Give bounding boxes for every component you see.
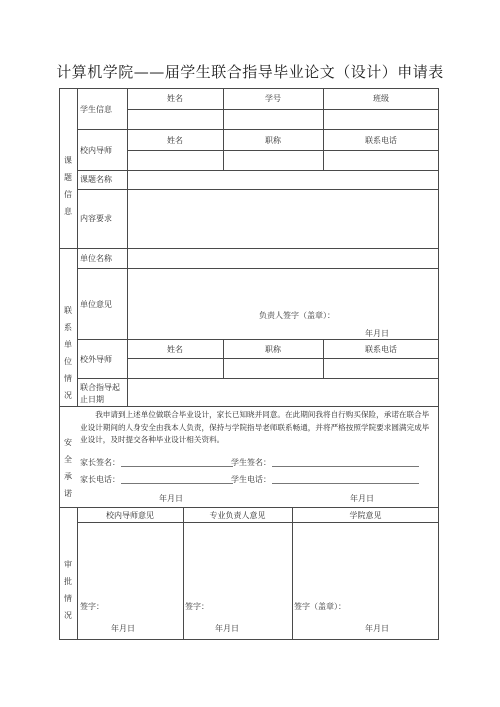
student-info-label: 学生信息 xyxy=(80,105,112,114)
row-line xyxy=(77,268,439,269)
field-col-line-2 xyxy=(127,248,128,406)
student-phone-label: 学生电话： xyxy=(231,475,271,484)
major-head-opinion-header: 专业负责人意见 xyxy=(209,511,266,520)
border-left xyxy=(59,88,60,640)
section-label-contact xyxy=(62,302,74,404)
content-requirements-label: 内容要求 xyxy=(80,214,112,223)
field-col-line-1 xyxy=(127,88,128,248)
section-label-line: 联系 xyxy=(64,306,72,332)
divider-topic xyxy=(59,248,439,249)
advisor-phone-header: 联系电话 xyxy=(365,136,397,145)
border-bottom xyxy=(59,639,439,640)
divider-contact xyxy=(59,406,439,407)
advisor-sign-label: 签字： xyxy=(80,602,104,611)
section-label-line: 情况 xyxy=(64,374,72,400)
college-date: 年月日 xyxy=(365,624,389,633)
college-sign-label: 签字（盖章）： xyxy=(294,602,346,611)
safety-date-right: 年月日 xyxy=(350,494,374,503)
advisor-date: 年月日 xyxy=(111,624,135,633)
external-advisor-label: 校外导师 xyxy=(80,355,112,364)
parent-sign-line xyxy=(121,466,233,467)
ext-advisor-title-header: 职称 xyxy=(265,345,281,354)
label-col-line-1 xyxy=(77,88,78,406)
safety-statement: 我申请到上述单位做联合毕业设计，家长已知晓并同意。在此期间我将自行购买保险，承诺在联合毕业设计期间的人身安全由我本人负责，保持与学院指导老师联系畅通，并将严格按照学院要求圆满完成毕业设计，及时提交各种毕业设计相关资料。 xyxy=(80,410,430,444)
student-sign-line xyxy=(272,466,419,467)
section-label-line: 审批 xyxy=(64,560,72,586)
col-line xyxy=(292,507,293,640)
student-id-header: 学号 xyxy=(265,94,281,103)
joint-dates-label: 联合指导起止日期 xyxy=(80,383,120,404)
col-line xyxy=(183,507,184,640)
row-line xyxy=(77,189,439,190)
section-label-approval xyxy=(62,556,74,624)
section-label-safety xyxy=(62,434,74,502)
application-form xyxy=(59,88,439,640)
row-line xyxy=(77,129,439,130)
section-label-line: 承诺 xyxy=(64,472,72,498)
row-line xyxy=(127,358,439,359)
label-col-line-2 xyxy=(77,507,78,640)
row-line xyxy=(77,378,439,379)
student-phone-line xyxy=(272,483,419,484)
unit-opinion-date: 年月日 xyxy=(365,329,389,338)
ext-advisor-phone-header: 联系电话 xyxy=(365,345,397,354)
student-sign-label: 学生签名： xyxy=(231,458,271,467)
border-top xyxy=(59,88,439,89)
topic-name-label: 课题名称 xyxy=(80,175,112,184)
advisor-title-header: 职称 xyxy=(265,136,281,145)
student-name-header: 姓名 xyxy=(167,94,183,103)
advisor-name-header: 姓名 xyxy=(167,136,183,145)
section-label-line: 安全 xyxy=(64,438,72,464)
parent-phone-line xyxy=(121,483,233,484)
parent-phone-label: 家长电话： xyxy=(80,475,120,484)
section-label-line: 课题 xyxy=(64,156,72,182)
row-line xyxy=(77,522,439,523)
page-title: 计算机学院——届学生联合指导毕业论文（设计）申请表 xyxy=(56,63,444,81)
section-label-line: 信息 xyxy=(64,190,72,216)
safety-date-left: 年月日 xyxy=(159,494,183,503)
section-label-line: 情况 xyxy=(64,594,72,620)
school-advisor-label: 校内导师 xyxy=(80,146,112,155)
major-head-date: 年月日 xyxy=(215,624,239,633)
parent-sign-label: 家长签名： xyxy=(80,458,120,467)
section-label-line: 单位 xyxy=(64,340,72,366)
student-class-header: 班级 xyxy=(373,94,389,103)
unit-name-label: 单位名称 xyxy=(80,254,112,263)
college-opinion-header: 学院意见 xyxy=(349,511,382,520)
unit-opinion-label: 单位意见 xyxy=(80,300,112,309)
major-head-sign-label: 签字： xyxy=(185,602,209,611)
row-line xyxy=(77,170,439,171)
responsible-signature: 负责人签字（盖章）： xyxy=(259,311,335,320)
ext-advisor-name-header: 姓名 xyxy=(167,345,183,354)
advisor-opinion-header: 校内导师意见 xyxy=(106,511,154,520)
row-line xyxy=(127,150,439,151)
divider-safety xyxy=(59,507,439,508)
section-label-topic xyxy=(62,152,74,220)
row-line xyxy=(127,109,439,110)
